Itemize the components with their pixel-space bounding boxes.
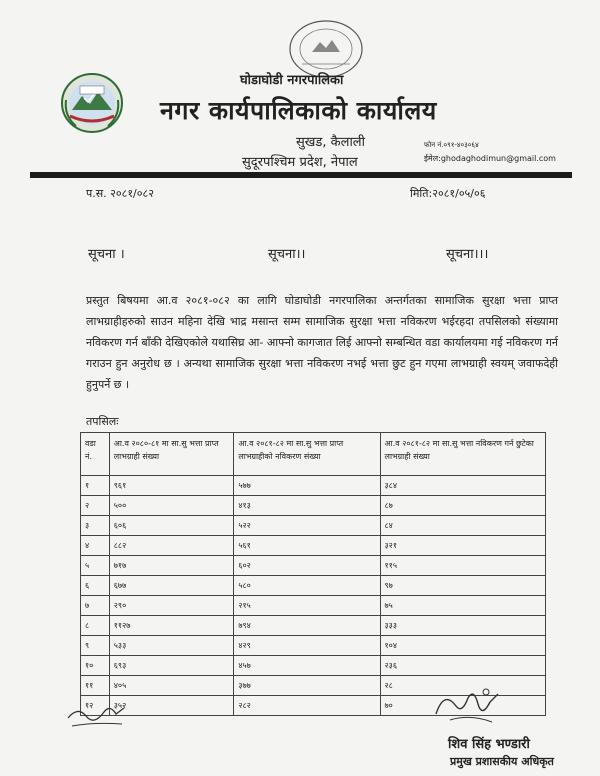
cell-ward: ३	[81, 516, 110, 536]
table-row	[81, 636, 546, 656]
cell-ward: २	[81, 496, 110, 516]
cell-ward: ७	[81, 596, 110, 616]
table-row	[81, 596, 546, 616]
cell-ward: ९	[81, 636, 110, 656]
signatory-name: शिव सिंह भण्डारी	[448, 737, 530, 752]
initial-signature	[64, 696, 128, 732]
cell-pending-count: २३६	[380, 656, 545, 676]
address-line-2: सुदूरपश्चिम प्रदेश, नेपाल	[242, 155, 358, 170]
cell-ward: १०	[81, 656, 110, 676]
cell-ward: ८	[81, 616, 110, 636]
signatory-designation: प्रमुख प्रशासकीय अधिकृत	[450, 755, 554, 768]
table-row	[81, 556, 546, 576]
cell-renewed-count: ५८०	[234, 576, 380, 596]
cell-previous-beneficiaries: २९०	[109, 596, 234, 616]
municipality-name: घोडाघोडी नगरपालिका	[240, 73, 344, 88]
table-header-row	[81, 433, 546, 476]
header-divider	[30, 172, 572, 178]
cell-pending-count: ७०	[380, 696, 545, 716]
header-renewed-count: आ.व २०८१-८२ मा सा.सु भत्ता प्राप्त लाभग्राहीको नविकरण संख्या	[234, 433, 380, 476]
address-line-1: सुखड, कैलाली	[296, 135, 365, 150]
cell-previous-beneficiaries: ४०५	[109, 676, 234, 696]
cell-ward: १२	[81, 696, 110, 716]
header-pending-count: आ.व २०८१-८२ मा सा.सु भत्ता नविकरण गर्न छुटेका लाभग्राही संख्या	[380, 433, 545, 476]
table-row	[81, 536, 546, 556]
phone-number: फोन नं.०९१-४०३०६४	[424, 141, 479, 149]
table-label: तपसिलः	[86, 415, 119, 428]
reference-number: प.स. २०८१/०८२	[86, 187, 154, 200]
table-row	[81, 656, 546, 676]
table-row	[81, 576, 546, 596]
cell-renewed-count: २१५	[234, 596, 380, 616]
cell-ward: १	[81, 476, 110, 496]
cell-previous-beneficiaries: ८८२	[109, 536, 234, 556]
cell-pending-count: ८४	[380, 516, 545, 536]
notice-heading-3: सूचना।।।	[446, 247, 489, 262]
cell-previous-beneficiaries: ९६१	[109, 476, 234, 496]
cell-ward: ५	[81, 556, 110, 576]
cell-renewed-count: ४२९	[234, 636, 380, 656]
renewal-table	[80, 432, 546, 716]
cell-renewed-count: ५२२	[234, 516, 380, 536]
cell-renewed-count: ४१३	[234, 496, 380, 516]
cell-previous-beneficiaries: ५००	[109, 496, 234, 516]
cell-pending-count: ११५	[380, 556, 545, 576]
cell-previous-beneficiaries: ५३३	[109, 636, 234, 656]
cell-pending-count: ८७	[380, 496, 545, 516]
cell-previous-beneficiaries: ७१७	[109, 556, 234, 576]
table-row	[81, 516, 546, 536]
cell-renewed-count: ३७७	[234, 676, 380, 696]
cell-previous-beneficiaries: ११२७	[109, 616, 234, 636]
cell-renewed-count: २८२	[234, 696, 380, 716]
cell-previous-beneficiaries: ६९३	[109, 656, 234, 676]
issue-date: मिति:२०८१/०५/०६	[410, 187, 486, 200]
header-ward: वडा नं.	[81, 433, 110, 476]
cell-renewed-count: ७९४	[234, 616, 380, 636]
table-row	[81, 616, 546, 636]
table-body	[81, 476, 546, 716]
cell-pending-count: ७५	[380, 596, 545, 616]
cell-pending-count: ३८४	[380, 476, 545, 496]
table-row	[81, 496, 546, 516]
cell-previous-beneficiaries: ३५२	[109, 696, 234, 716]
municipality-emblem	[60, 72, 124, 134]
email-address: ईमेल:ghodaghodimun@gmail.com	[424, 154, 556, 163]
cell-renewed-count: ६०२	[234, 556, 380, 576]
cell-ward: ४	[81, 536, 110, 556]
cell-previous-beneficiaries: ६७७	[109, 576, 234, 596]
notice-heading-1: सूचना ।	[88, 247, 125, 262]
notice-heading-2: सूचना।।	[268, 247, 306, 262]
cell-previous-beneficiaries: ६०६	[109, 516, 234, 536]
cell-renewed-count: ४५७	[234, 656, 380, 676]
cell-pending-count: ९७	[380, 576, 545, 596]
cell-renewed-count: ५६१	[234, 536, 380, 556]
notice-body: प्रस्तुत बिषयमा आ.व २०८१-०८२ का लागि घोडाघोडी नगरपालिका अन्तर्गतका सामाजिक सुरक्षा भत्ता प्राप्त लाभग्राहीहरुको साउन महिना देखि भाद्र मसान्त सम्म सामाजिक सुरक्षा भत्ता नविकरण भईरहदा तपसिलको संख्यामा नविकरण गर्न बाँकी देखिएकोले यथासिघ्र आ- आफ्नो कागजात लिई आफ्नो सम्बन्धित वडा कार्यालयमा गई नविकरण गर्न गराउन हुन अनुरोध छ । अन्यथा सामाजिक सुरक्षा भत्ता नविकरण नभई भत्ता छुट हुन गएमा लाभग्राही स्वयम् जवाफदेही हुनुपर्ने छ ।	[86, 294, 558, 391]
cell-pending-count: ३२१	[380, 536, 545, 556]
office-title: नगर कार्यपालिकाको कार्यालय	[160, 96, 437, 125]
cell-pending-count: ३३३	[380, 616, 545, 636]
table-row	[81, 476, 546, 496]
header-previous-beneficiaries: आ.व २०८०-८१ मा सा.सु भत्ता प्राप्त लाभग्राही संख्या	[109, 433, 234, 476]
cell-ward: ६	[81, 576, 110, 596]
cell-renewed-count: ५७७	[234, 476, 380, 496]
officer-signature	[430, 684, 504, 730]
cell-pending-count: २८	[380, 676, 545, 696]
cell-ward: ११	[81, 676, 110, 696]
cell-pending-count: १०४	[380, 636, 545, 656]
